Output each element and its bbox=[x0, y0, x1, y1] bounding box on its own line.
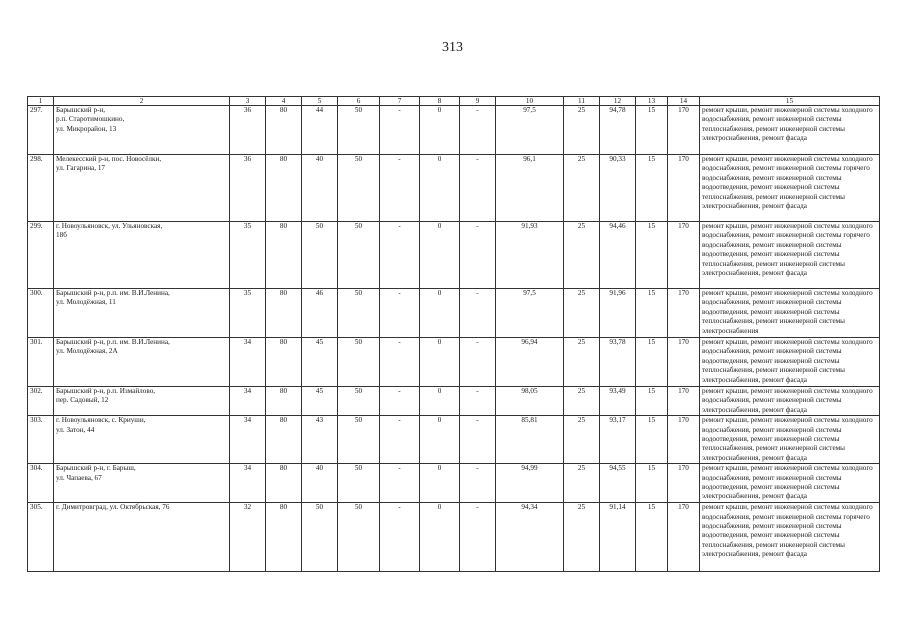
value-cell: 170 bbox=[668, 387, 700, 416]
value-cell: 15 bbox=[636, 222, 668, 289]
value-cell: 85,81 bbox=[496, 416, 564, 464]
header-cell: 4 bbox=[266, 97, 302, 106]
row-number: 300. bbox=[28, 289, 54, 338]
table-row bbox=[28, 338, 880, 387]
value-cell: 98,05 bbox=[496, 387, 564, 416]
value-cell: - bbox=[380, 289, 420, 338]
value-cell: 0 bbox=[420, 503, 460, 572]
row-number: 298. bbox=[28, 155, 54, 222]
value-cell: 25 bbox=[564, 464, 600, 503]
value-cell: 93,78 bbox=[600, 338, 636, 387]
works-cell: ремонт крыши, ремонт инженерной системы холодного водоснабжения, ремонт инженерной системы водоотведения, ремонт инженерной системы теплоснабжения, ремонт инженерной системы электроснабжения, ремонт фасада bbox=[700, 416, 880, 464]
value-cell: 80 bbox=[266, 338, 302, 387]
value-cell: 94,78 bbox=[600, 106, 636, 155]
address-cell: г. Димитровград, ул. Октябрьская, 76 bbox=[54, 503, 230, 572]
value-cell: 15 bbox=[636, 387, 668, 416]
value-cell: - bbox=[460, 416, 496, 464]
value-cell: 25 bbox=[564, 387, 600, 416]
value-cell: 170 bbox=[668, 338, 700, 387]
value-cell: - bbox=[380, 387, 420, 416]
table-row bbox=[28, 416, 880, 464]
value-cell: 0 bbox=[420, 222, 460, 289]
value-cell: - bbox=[380, 416, 420, 464]
value-cell: 15 bbox=[636, 289, 668, 338]
value-cell: 15 bbox=[636, 416, 668, 464]
value-cell: 94,46 bbox=[600, 222, 636, 289]
value-cell: 170 bbox=[668, 155, 700, 222]
value-cell: 25 bbox=[564, 155, 600, 222]
value-cell: 91,96 bbox=[600, 289, 636, 338]
address-cell: Барышский р-н, р.п. им. В.И.Ленина, ул. Молодёжная, 2А bbox=[54, 338, 230, 387]
value-cell: - bbox=[460, 155, 496, 222]
value-cell: 91,14 bbox=[600, 503, 636, 572]
value-cell: 96,94 bbox=[496, 338, 564, 387]
value-cell: 80 bbox=[266, 387, 302, 416]
value-cell: 25 bbox=[564, 222, 600, 289]
value-cell: - bbox=[460, 106, 496, 155]
address-cell: Барышский р-н, г. Барыш, ул. Чапаева, 67 bbox=[54, 464, 230, 503]
header-cell: 2 bbox=[54, 97, 230, 106]
header-cell: 3 bbox=[230, 97, 266, 106]
value-cell: 50 bbox=[338, 503, 380, 572]
table-row bbox=[28, 387, 880, 416]
header-cell: 14 bbox=[668, 97, 700, 106]
row-number: 299. bbox=[28, 222, 54, 289]
value-cell: 80 bbox=[266, 222, 302, 289]
works-cell: ремонт крыши, ремонт инженерной системы холодного водоснабжения, ремонт инженерной системы водоотведения, ремонт инженерной системы электроснабжения, ремонт фасада bbox=[700, 464, 880, 503]
works-cell: ремонт крыши, ремонт инженерной системы холодного водоснабжения, ремонт инженерной системы горячего водоснабжения, ремонт инженерной системы водоотведения, ремонт инженерной системы теплоснабжения, ремонт инженерной системы электроснабжения, ремонт фасада bbox=[700, 222, 880, 289]
works-cell: ремонт крыши, ремонт инженерной системы холодного водоснабжения, ремонт инженерной системы горячего водоснабжения, ремонт инженерной системы водоотведения, ремонт инженерной системы теплоснабжения, ремонт инженерной системы электроснабжения, ремонт фасада bbox=[700, 503, 880, 572]
value-cell: - bbox=[460, 503, 496, 572]
value-cell: 50 bbox=[338, 222, 380, 289]
works-cell: ремонт крыши, ремонт инженерной системы холодного водоснабжения, ремонт инженерной системы водоотведения, ремонт инженерной системы теплоснабжения, ремонт инженерной системы электроснабжения bbox=[700, 289, 880, 338]
value-cell: 15 bbox=[636, 503, 668, 572]
value-cell: 32 bbox=[230, 503, 266, 572]
value-cell: 40 bbox=[302, 464, 338, 503]
value-cell: 94,55 bbox=[600, 464, 636, 503]
value-cell: - bbox=[460, 387, 496, 416]
value-cell: 97,5 bbox=[496, 106, 564, 155]
value-cell: 0 bbox=[420, 338, 460, 387]
value-cell: 97,5 bbox=[496, 289, 564, 338]
value-cell: 170 bbox=[668, 289, 700, 338]
value-cell: 25 bbox=[564, 338, 600, 387]
address-cell: Мелекесский р-н, пос. Новосёлки, ул. Гагарина, 17 bbox=[54, 155, 230, 222]
value-cell: 94,99 bbox=[496, 464, 564, 503]
value-cell: 34 bbox=[230, 464, 266, 503]
value-cell: 25 bbox=[564, 416, 600, 464]
value-cell: - bbox=[460, 222, 496, 289]
header-cell: 13 bbox=[636, 97, 668, 106]
value-cell: 93,49 bbox=[600, 387, 636, 416]
value-cell: 80 bbox=[266, 416, 302, 464]
table-row bbox=[28, 222, 880, 289]
value-cell: 170 bbox=[668, 464, 700, 503]
header-cell: 5 bbox=[302, 97, 338, 106]
table-row bbox=[28, 155, 880, 222]
header-cell: 8 bbox=[420, 97, 460, 106]
value-cell: 80 bbox=[266, 289, 302, 338]
value-cell: 90,33 bbox=[600, 155, 636, 222]
table-row bbox=[28, 464, 880, 503]
address-cell: г. Новоульяновск, с. Криуши, ул. Затон, 44 bbox=[54, 416, 230, 464]
value-cell: 50 bbox=[302, 222, 338, 289]
page-number: 313 bbox=[442, 40, 463, 55]
address-cell: Барышский р-н, р.п. Старотимошкино, ул. Микрорайон, 13 bbox=[54, 106, 230, 155]
value-cell: 170 bbox=[668, 106, 700, 155]
value-cell: 170 bbox=[668, 416, 700, 464]
header-cell: 11 bbox=[564, 97, 600, 106]
value-cell: 34 bbox=[230, 416, 266, 464]
value-cell: 0 bbox=[420, 106, 460, 155]
value-cell: 80 bbox=[266, 155, 302, 222]
value-cell: 50 bbox=[338, 338, 380, 387]
value-cell: 45 bbox=[302, 387, 338, 416]
row-number: 305. bbox=[28, 503, 54, 572]
value-cell: 170 bbox=[668, 222, 700, 289]
header-cell: 15 bbox=[700, 97, 880, 106]
value-cell: 40 bbox=[302, 155, 338, 222]
value-cell: 34 bbox=[230, 338, 266, 387]
value-cell: 35 bbox=[230, 289, 266, 338]
value-cell: 15 bbox=[636, 155, 668, 222]
address-cell: г. Новоульяновск, ул. Ульяновская, 18б bbox=[54, 222, 230, 289]
value-cell: 93,17 bbox=[600, 416, 636, 464]
value-cell: 50 bbox=[338, 464, 380, 503]
works-cell: ремонт крыши, ремонт инженерной системы холодного водоснабжения, ремонт инженерной системы электроснабжения, ремонт фасада bbox=[700, 387, 880, 416]
value-cell: 44 bbox=[302, 106, 338, 155]
header-cell: 10 bbox=[496, 97, 564, 106]
value-cell: - bbox=[460, 464, 496, 503]
row-number: 297. bbox=[28, 106, 54, 155]
table-row bbox=[28, 503, 880, 572]
value-cell: 15 bbox=[636, 106, 668, 155]
value-cell: 45 bbox=[302, 338, 338, 387]
value-cell: 34 bbox=[230, 387, 266, 416]
value-cell: 46 bbox=[302, 289, 338, 338]
value-cell: 170 bbox=[668, 503, 700, 572]
value-cell: 43 bbox=[302, 416, 338, 464]
value-cell: 50 bbox=[338, 289, 380, 338]
header-row bbox=[28, 97, 880, 106]
row-number: 304. bbox=[28, 464, 54, 503]
row-number: 303. bbox=[28, 416, 54, 464]
repair-table bbox=[27, 96, 880, 572]
address-cell: Барышский р-н, р.п. Измайлово, пер. Садовый, 12 bbox=[54, 387, 230, 416]
row-number: 302. bbox=[28, 387, 54, 416]
table-row bbox=[28, 106, 880, 155]
value-cell: 50 bbox=[302, 503, 338, 572]
header-cell: 6 bbox=[338, 97, 380, 106]
value-cell: 96,1 bbox=[496, 155, 564, 222]
works-cell: ремонт крыши, ремонт инженерной системы холодного водоснабжения, ремонт инженерной системы водоотведения, ремонт инженерной системы теплоснабжения, ремонт инженерной системы электроснабжения, ремонт фасада bbox=[700, 338, 880, 387]
value-cell: 0 bbox=[420, 387, 460, 416]
works-cell: ремонт крыши, ремонт инженерной системы холодного водоснабжения, ремонт инженерной системы горячего водоснабжения, ремонт инженерной системы водоотведения, ремонт инженерной системы теплоснабжения, ремонт инженерной системы электроснабжения, ремонт фасада bbox=[700, 155, 880, 222]
value-cell: 15 bbox=[636, 464, 668, 503]
value-cell: 50 bbox=[338, 106, 380, 155]
value-cell: - bbox=[380, 155, 420, 222]
value-cell: - bbox=[460, 338, 496, 387]
value-cell: - bbox=[380, 338, 420, 387]
row-number: 301. bbox=[28, 338, 54, 387]
header-cell: 7 bbox=[380, 97, 420, 106]
value-cell: - bbox=[380, 464, 420, 503]
value-cell: 0 bbox=[420, 155, 460, 222]
value-cell: 0 bbox=[420, 464, 460, 503]
value-cell: 50 bbox=[338, 416, 380, 464]
value-cell: 80 bbox=[266, 106, 302, 155]
address-cell: Барышский р-н, р.п. им. В.И.Ленина, ул. Молодёжная, 11 bbox=[54, 289, 230, 338]
value-cell: - bbox=[380, 222, 420, 289]
value-cell: 94,34 bbox=[496, 503, 564, 572]
table-row bbox=[28, 289, 880, 338]
value-cell: - bbox=[380, 503, 420, 572]
works-cell: ремонт крыши, ремонт инженерной системы холодного водоснабжения, ремонт инженерной системы теплоснабжения, ремонт инженерной системы электроснабжения, ремонт фасада bbox=[700, 106, 880, 155]
header-cell: 12 bbox=[600, 97, 636, 106]
value-cell: 50 bbox=[338, 387, 380, 416]
value-cell: 80 bbox=[266, 503, 302, 572]
value-cell: - bbox=[460, 289, 496, 338]
value-cell: 80 bbox=[266, 464, 302, 503]
header-cell: 1 bbox=[28, 97, 54, 106]
value-cell: 50 bbox=[338, 155, 380, 222]
value-cell: 35 bbox=[230, 222, 266, 289]
value-cell: 0 bbox=[420, 416, 460, 464]
value-cell: - bbox=[380, 106, 420, 155]
value-cell: 91,93 bbox=[496, 222, 564, 289]
value-cell: 25 bbox=[564, 289, 600, 338]
value-cell: 0 bbox=[420, 289, 460, 338]
value-cell: 36 bbox=[230, 106, 266, 155]
value-cell: 36 bbox=[230, 155, 266, 222]
value-cell: 15 bbox=[636, 338, 668, 387]
value-cell: 25 bbox=[564, 503, 600, 572]
header-cell: 9 bbox=[460, 97, 496, 106]
value-cell: 25 bbox=[564, 106, 600, 155]
